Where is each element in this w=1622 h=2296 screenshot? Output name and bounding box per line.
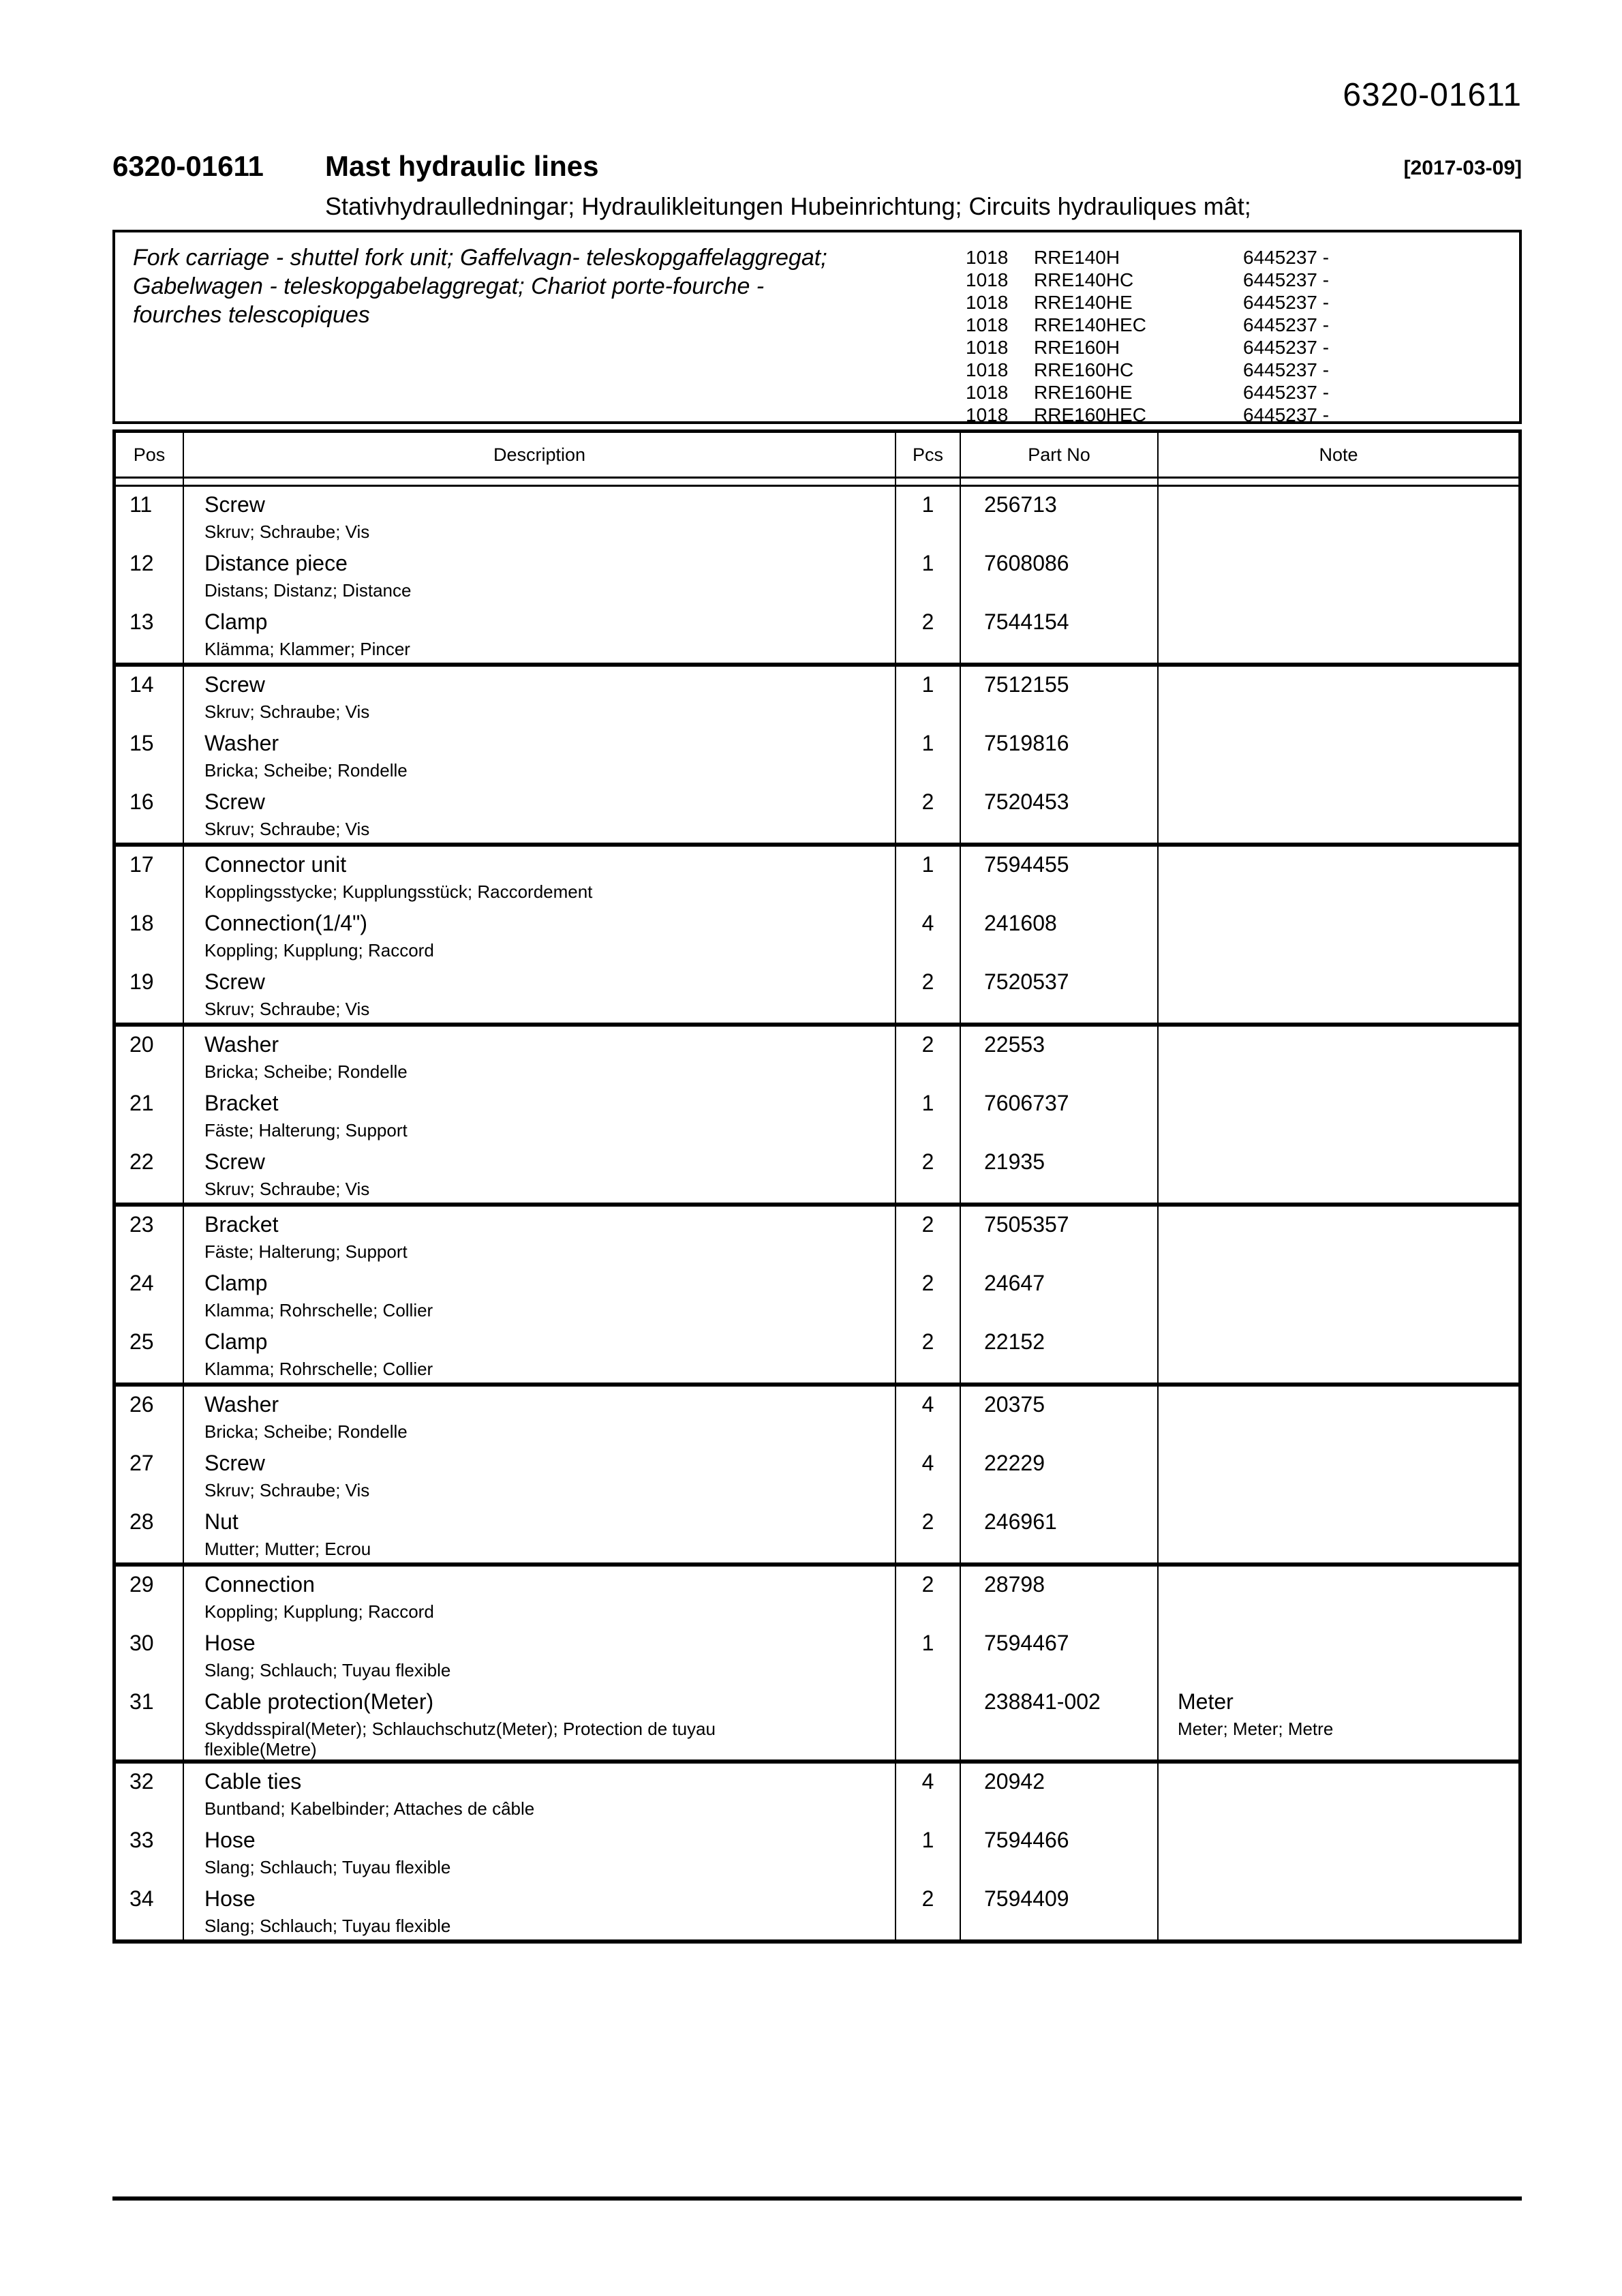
part-description-cell [184, 784, 896, 843]
column-header-description: Description [184, 433, 896, 477]
part-qty: 1 [896, 1625, 961, 1684]
part-pos: 30 [116, 1625, 184, 1684]
assembly-info-box [112, 230, 1522, 424]
part-name-translations: Klämma; Klammer; Pincer [204, 639, 410, 659]
part-qty [896, 1684, 961, 1759]
part-qty: 1 [896, 1822, 961, 1881]
part-note-cell [1159, 725, 1518, 784]
parts-table [112, 429, 1522, 1944]
part-description-cell [184, 1504, 896, 1562]
part-pos: 24 [116, 1265, 184, 1324]
part-note-cell [1159, 1324, 1518, 1383]
part-name-translations: Skruv; Schraube; Vis [204, 522, 370, 542]
table-row [116, 1764, 1518, 1822]
model-row [966, 404, 1329, 426]
part-pos: 31 [116, 1684, 184, 1759]
model-row [966, 291, 1329, 314]
part-pos: 26 [116, 1387, 184, 1445]
table-row [116, 487, 1518, 545]
model-serial: 6445237 - [1243, 382, 1330, 403]
table-row [116, 905, 1518, 964]
part-number: 7606737 [961, 1085, 1159, 1144]
part-number: 7594466 [961, 1822, 1159, 1881]
part-pos: 18 [116, 905, 184, 964]
part-number: 24647 [961, 1265, 1159, 1324]
model-code: 1018 [966, 269, 1009, 290]
footer-rule [112, 2196, 1522, 2201]
part-number: 7594455 [961, 847, 1159, 905]
part-qty: 2 [896, 1265, 961, 1324]
part-note-cell [1159, 487, 1518, 545]
table-row [116, 1324, 1518, 1387]
part-note-cell [1159, 667, 1518, 725]
part-note-cell [1159, 545, 1518, 604]
part-qty: 2 [896, 1324, 961, 1383]
part-name-translations: Klamma; Rohrschelle; Collier [204, 1359, 433, 1379]
part-pos: 13 [116, 604, 184, 663]
part-description-cell [184, 667, 896, 725]
table-row [116, 1085, 1518, 1144]
part-description-cell [184, 545, 896, 604]
model-row [966, 381, 1329, 404]
model-serial: 6445237 - [1243, 314, 1330, 335]
part-number: 238841-002 [961, 1684, 1159, 1759]
part-pos: 29 [116, 1567, 184, 1625]
table-row [116, 1445, 1518, 1504]
part-qty: 2 [896, 784, 961, 843]
page-number: 6320-01611 [1343, 77, 1522, 113]
model-serial: 6445237 - [1243, 269, 1330, 290]
part-name: Clamp [204, 609, 268, 634]
part-name: Screw [204, 492, 265, 517]
part-name: Hose [204, 1828, 256, 1852]
part-number: 28798 [961, 1567, 1159, 1625]
table-row [116, 1684, 1518, 1764]
part-name-translations: Slang; Schlauch; Tuyau flexible [204, 1660, 451, 1680]
part-description-cell [184, 1567, 896, 1625]
part-note-cell [1159, 1265, 1518, 1324]
part-pos: 11 [116, 487, 184, 545]
part-number: 22152 [961, 1324, 1159, 1383]
part-note-cell [1159, 1027, 1518, 1085]
parts-table-header [116, 433, 1518, 479]
part-pos: 21 [116, 1085, 184, 1144]
part-number: 7505357 [961, 1207, 1159, 1265]
model-name: RRE160HE [1034, 382, 1133, 403]
part-description-cell [184, 1144, 896, 1203]
document-id: 6320-01611 [112, 150, 264, 182]
part-qty: 2 [896, 1207, 961, 1265]
part-qty: 4 [896, 1764, 961, 1822]
table-row [116, 964, 1518, 1027]
part-name: Connection(1/4") [204, 911, 368, 935]
part-note-cell [1159, 1567, 1518, 1625]
part-name: Bracket [204, 1091, 279, 1115]
table-row [116, 1504, 1518, 1567]
part-qty: 2 [896, 1567, 961, 1625]
model-code: 1018 [966, 337, 1009, 358]
note-translations: Meter; Meter; Metre [1178, 1719, 1334, 1739]
part-description-cell [184, 604, 896, 663]
part-number: 7520537 [961, 964, 1159, 1023]
part-note-cell [1159, 784, 1518, 843]
table-row [116, 725, 1518, 784]
part-qty: 1 [896, 545, 961, 604]
note-text: Meter [1178, 1689, 1234, 1714]
part-name-translations: Bricka; Scheibe; Rondelle [204, 760, 408, 781]
part-name-translations: Fäste; Halterung; Support [204, 1120, 408, 1141]
model-name: RRE160H [1034, 337, 1120, 358]
model-code: 1018 [966, 382, 1009, 403]
part-qty: 1 [896, 847, 961, 905]
part-note-cell [1159, 1504, 1518, 1562]
part-name-translations: Koppling; Kupplung; Raccord [204, 1601, 434, 1622]
part-pos: 32 [116, 1764, 184, 1822]
part-name-translations: Buntband; Kabelbinder; Attaches de câble [204, 1798, 535, 1819]
part-qty: 2 [896, 604, 961, 663]
part-pos: 19 [116, 964, 184, 1023]
part-pos: 34 [116, 1881, 184, 1939]
part-name: Hose [204, 1631, 256, 1655]
part-qty: 4 [896, 905, 961, 964]
part-note-cell [1159, 1881, 1518, 1939]
table-row [116, 1207, 1518, 1265]
column-header-note: Note [1319, 444, 1358, 465]
part-pos: 25 [116, 1324, 184, 1383]
model-serial: 6445237 - [1243, 359, 1330, 380]
model-code: 1018 [966, 247, 1009, 268]
part-name: Screw [204, 1451, 265, 1475]
column-header-pcs: Pcs [896, 433, 961, 477]
part-number: 7512155 [961, 667, 1159, 725]
part-name-translations: Skruv; Schraube; Vis [204, 701, 370, 722]
part-name-translations: Klamma; Rohrschelle; Collier [204, 1300, 433, 1320]
part-name: Connection [204, 1572, 315, 1597]
column-header-part-no: Part No [961, 433, 1159, 477]
part-note-cell [1159, 964, 1518, 1023]
model-row [966, 269, 1329, 291]
part-qty: 1 [896, 667, 961, 725]
part-description-cell [184, 487, 896, 545]
table-row [116, 1144, 1518, 1207]
part-name: Nut [204, 1509, 239, 1534]
part-note-cell [1159, 604, 1518, 663]
revision-date: [2017-03-09] [1403, 157, 1522, 179]
table-row [116, 604, 1518, 667]
model-code: 1018 [966, 314, 1009, 335]
table-row [116, 1567, 1518, 1625]
part-name-translations: Kopplingsstycke; Kupplungsstück; Raccordement [204, 881, 593, 902]
part-number: 256713 [961, 487, 1159, 545]
part-qty: 2 [896, 1881, 961, 1939]
page-subtitle: Stativhydraulledningar; Hydraulikleitungen Hubeinrichtung; Circuits hydrauliques mât; [325, 192, 1251, 220]
table-row [116, 784, 1518, 847]
parts-table-body [116, 487, 1518, 1939]
part-pos: 15 [116, 725, 184, 784]
part-name-translations: Skyddsspiral(Meter); Schlauchschutz(Meter); Protection de tuyau flexible(Metre) [204, 1719, 716, 1759]
part-name-translations: Fäste; Halterung; Support [204, 1241, 408, 1262]
table-row [116, 545, 1518, 604]
part-qty: 4 [896, 1445, 961, 1504]
part-qty: 2 [896, 1144, 961, 1203]
part-pos: 22 [116, 1144, 184, 1203]
part-note-cell [1159, 1822, 1518, 1881]
part-name: Bracket [204, 1212, 279, 1237]
model-code: 1018 [966, 292, 1009, 313]
model-code: 1018 [966, 359, 1009, 380]
model-name: RRE140HEC [1034, 314, 1146, 335]
part-number: 7594409 [961, 1881, 1159, 1939]
model-row [966, 336, 1329, 359]
part-name-translations: Slang; Schlauch; Tuyau flexible [204, 1916, 451, 1936]
part-name: Washer [204, 1392, 279, 1417]
part-description-cell [184, 1207, 896, 1265]
part-description-cell [184, 905, 896, 964]
table-row [116, 1027, 1518, 1085]
part-name: Screw [204, 969, 265, 994]
model-row [966, 246, 1329, 269]
part-name: Screw [204, 672, 265, 697]
part-name: Screw [204, 1149, 265, 1174]
model-name: RRE160HEC [1034, 404, 1146, 425]
part-name-translations: Bricka; Scheibe; Rondelle [204, 1061, 408, 1082]
model-serial: 6445237 - [1243, 247, 1330, 268]
part-name-translations: Skruv; Schraube; Vis [204, 819, 370, 839]
part-number: 241608 [961, 905, 1159, 964]
part-note-cell [1159, 1625, 1518, 1684]
part-note-cell [1159, 1764, 1518, 1822]
part-description-cell [184, 1764, 896, 1822]
assembly-description: Fork carriage - shuttel fork unit; Gaffelvagn- teleskopgaffelaggregat; Gabelwagen - teleskopgabelaggregat; Chariot porte-fourche - fourches telescopiques [133, 245, 827, 328]
part-pos: 20 [116, 1027, 184, 1085]
part-number: 20375 [961, 1387, 1159, 1445]
part-qty: 1 [896, 1085, 961, 1144]
table-row [116, 1625, 1518, 1684]
part-pos: 17 [116, 847, 184, 905]
model-row [966, 359, 1329, 381]
part-number: 7544154 [961, 604, 1159, 663]
part-name-translations: Skruv; Schraube; Vis [204, 1480, 370, 1500]
part-note-cell [1159, 1144, 1518, 1203]
part-number: 7519816 [961, 725, 1159, 784]
part-name: Screw [204, 789, 265, 814]
part-note-cell [1159, 1207, 1518, 1265]
part-description-cell [184, 847, 896, 905]
part-name: Clamp [204, 1329, 268, 1354]
part-pos: 23 [116, 1207, 184, 1265]
part-description-cell [184, 964, 896, 1023]
part-note-cell [1159, 1085, 1518, 1144]
model-code: 1018 [966, 404, 1009, 425]
part-note-cell [1159, 905, 1518, 964]
part-name-translations: Skruv; Schraube; Vis [204, 999, 370, 1019]
part-name-translations: Mutter; Mutter; Ecrou [204, 1539, 371, 1559]
part-note-cell [1159, 1684, 1518, 1759]
part-number: 20942 [961, 1764, 1159, 1822]
part-pos: 33 [116, 1822, 184, 1881]
table-row [116, 1822, 1518, 1881]
part-number: 246961 [961, 1504, 1159, 1562]
part-qty: 1 [896, 487, 961, 545]
column-header-pos: Pos [116, 433, 184, 477]
part-name: Hose [204, 1886, 256, 1911]
part-description-cell [184, 1684, 896, 1759]
part-number: 7594467 [961, 1625, 1159, 1684]
model-name: RRE140H [1034, 247, 1120, 268]
table-row [116, 1265, 1518, 1324]
table-row [116, 1881, 1518, 1939]
part-description-cell [184, 1265, 896, 1324]
header-divider [116, 479, 1518, 487]
part-name: Distance piece [204, 551, 348, 575]
part-name-translations: Bricka; Scheibe; Rondelle [204, 1421, 408, 1442]
table-row [116, 847, 1518, 905]
part-description-cell [184, 1625, 896, 1684]
part-description-cell [184, 1881, 896, 1939]
part-qty: 2 [896, 1504, 961, 1562]
part-name: Connector unit [204, 852, 347, 877]
part-name: Washer [204, 1032, 279, 1057]
table-row [116, 667, 1518, 725]
part-note-cell [1159, 847, 1518, 905]
model-list [966, 246, 1329, 426]
model-name: RRE140HC [1034, 269, 1134, 290]
part-name: Washer [204, 731, 279, 755]
model-serial: 6445237 - [1243, 292, 1330, 313]
part-pos: 28 [116, 1504, 184, 1562]
part-description-cell [184, 1445, 896, 1504]
part-name-translations: Slang; Schlauch; Tuyau flexible [204, 1857, 451, 1877]
title-bar [112, 150, 1522, 185]
page-title: Mast hydraulic lines [325, 150, 599, 182]
part-name: Cable ties [204, 1769, 302, 1794]
part-note-cell [1159, 1445, 1518, 1504]
model-row [966, 314, 1329, 336]
model-name: RRE160HC [1034, 359, 1134, 380]
model-serial: 6445237 - [1243, 404, 1330, 425]
part-qty: 2 [896, 964, 961, 1023]
part-name: Clamp [204, 1271, 268, 1295]
part-pos: 16 [116, 784, 184, 843]
part-description-cell [184, 1027, 896, 1085]
part-description-cell [184, 725, 896, 784]
part-number: 22229 [961, 1445, 1159, 1504]
part-qty: 4 [896, 1387, 961, 1445]
part-name-translations: Distans; Distanz; Distance [204, 580, 412, 601]
part-pos: 12 [116, 545, 184, 604]
part-number: 7520453 [961, 784, 1159, 843]
part-qty: 2 [896, 1027, 961, 1085]
part-description-cell [184, 1324, 896, 1383]
part-name-translations: Koppling; Kupplung; Raccord [204, 940, 434, 961]
part-name: Cable protection(Meter) [204, 1689, 434, 1714]
model-serial: 6445237 - [1243, 337, 1330, 358]
part-pos: 27 [116, 1445, 184, 1504]
part-number: 22553 [961, 1027, 1159, 1085]
part-description-cell [184, 1387, 896, 1445]
part-qty: 1 [896, 725, 961, 784]
part-number: 7608086 [961, 545, 1159, 604]
table-row [116, 1387, 1518, 1445]
part-pos: 14 [116, 667, 184, 725]
part-description-cell [184, 1085, 896, 1144]
part-number: 21935 [961, 1144, 1159, 1203]
part-note-cell [1159, 1387, 1518, 1445]
part-description-cell [184, 1822, 896, 1881]
part-name-translations: Skruv; Schraube; Vis [204, 1179, 370, 1199]
model-name: RRE140HE [1034, 292, 1133, 313]
